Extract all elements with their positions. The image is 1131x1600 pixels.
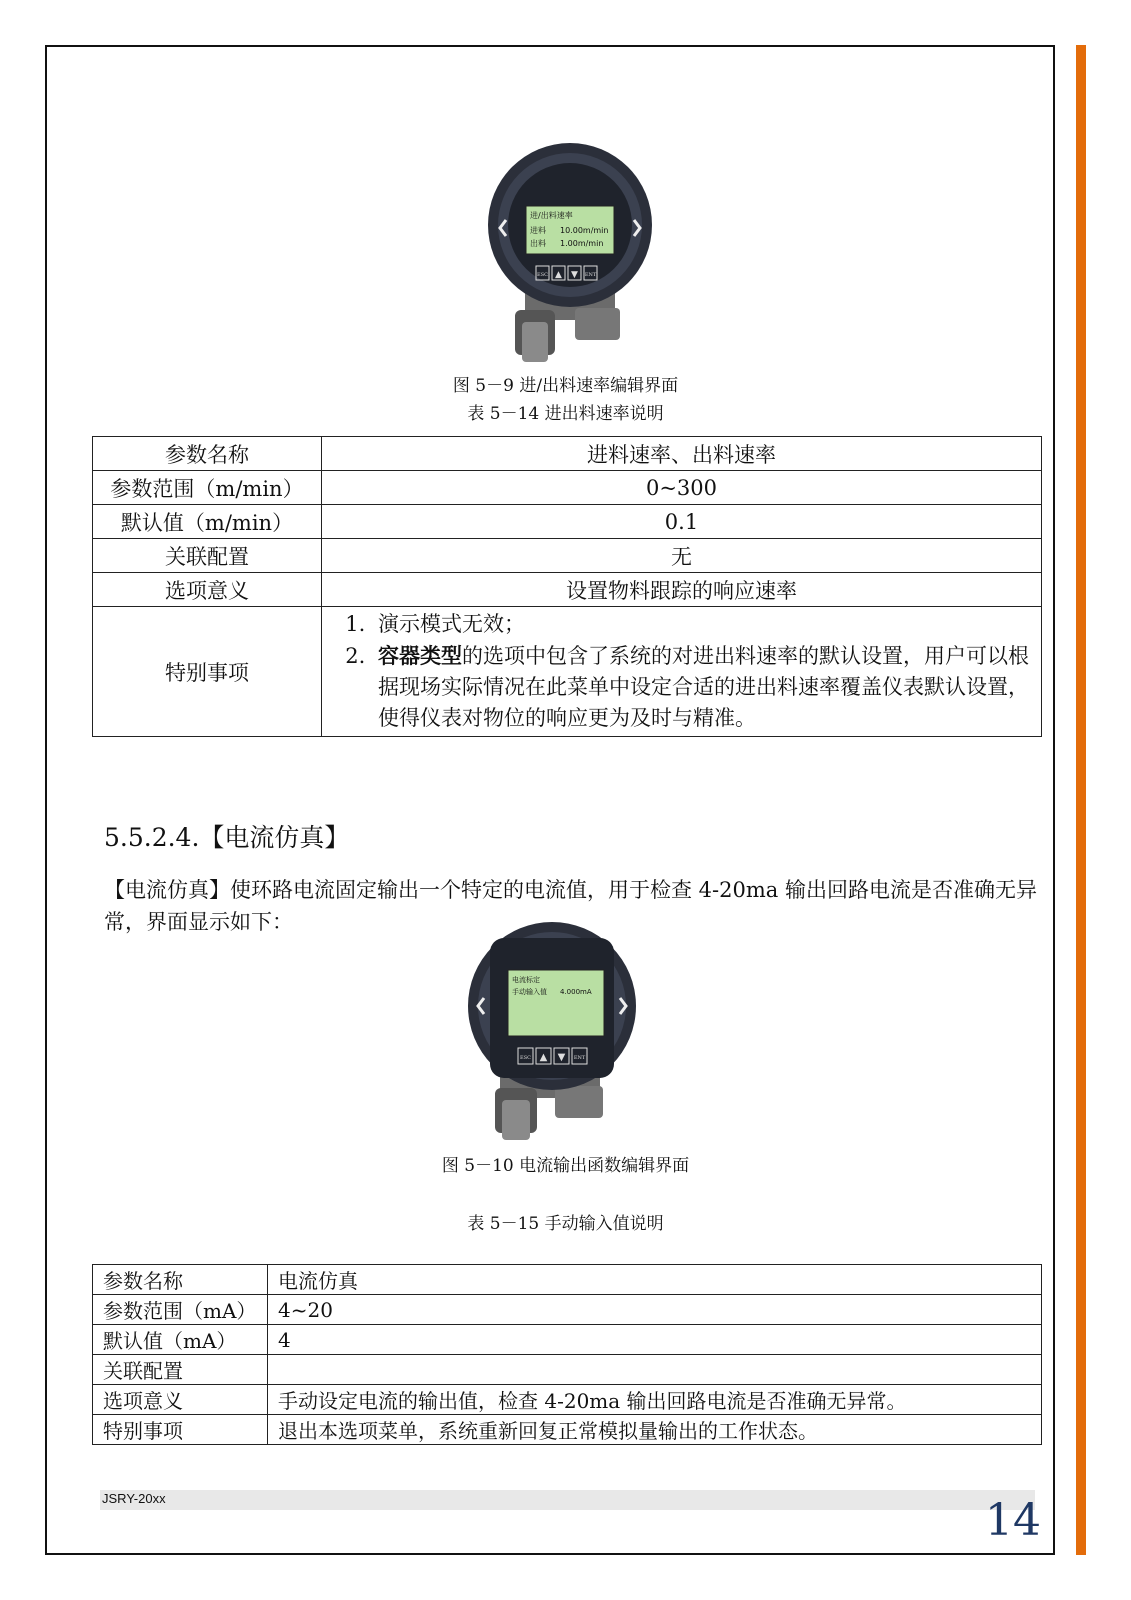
table-cell-value: 0.1	[322, 505, 1042, 539]
table-row	[93, 1355, 1042, 1385]
note-item	[372, 640, 1033, 734]
note2-text: 的选项中包含了系统的对进出料速率的默认设置，用户可以根据现场实际情况在此菜单中设定合适的进出料速率覆盖仪表默认设置，使得仪表对物位的响应更为及时与精准。	[378, 644, 1029, 730]
up-button-label: ▲	[555, 270, 562, 280]
ent-button-label: ENT	[584, 272, 597, 278]
lcd-row1-value: 10.00m/min	[560, 226, 609, 235]
table-row	[93, 1415, 1042, 1445]
note1-text: 演示模式无效；	[378, 612, 525, 636]
note-item	[372, 609, 1033, 640]
accent-bar	[1076, 45, 1086, 1555]
table-row	[93, 1265, 1042, 1295]
table-cell-key: 默认值（m/min）	[93, 505, 322, 539]
table-cell-key: 选项意义	[93, 573, 322, 607]
section-heading: 5.5.2.4.【电流仿真】	[104, 823, 350, 852]
lcd-row1-label: 手动输入值	[512, 988, 547, 996]
table-cell-key: 参数范围（mA）	[93, 1295, 268, 1325]
table-cell-key: 参数名称	[93, 1265, 268, 1295]
table-row	[93, 1325, 1042, 1355]
esc-button-label: ESC	[537, 272, 548, 278]
table2-caption: 表 5－15 手动输入值说明	[467, 1214, 664, 1234]
device-image-current-sim	[460, 918, 645, 1143]
lcd-row2-label: 出料	[530, 239, 546, 248]
table-row	[93, 573, 1042, 607]
table-cell-value: 电流仿真	[268, 1265, 1042, 1295]
table-cell-value: 0~300	[322, 471, 1042, 505]
table-row	[93, 539, 1042, 573]
lcd-title: 电流标定	[512, 976, 540, 984]
table-cell-value: 4	[268, 1325, 1042, 1355]
device-image-feed-rate	[480, 140, 660, 365]
esc-button-label: ESC	[520, 1055, 531, 1061]
table-cell-key: 参数名称	[93, 437, 322, 471]
figure1-caption: 图 5－9 进/出料速率编辑界面	[452, 376, 679, 396]
table-row	[93, 1295, 1042, 1325]
note2-bold-text: 容器类型	[378, 643, 462, 668]
table-cell-value: 设置物料跟踪的响应速率	[322, 573, 1042, 607]
table-cell-key: 参数范围（m/min）	[93, 471, 322, 505]
table-cell-value: 4~20	[268, 1295, 1042, 1325]
table-cell-value	[268, 1355, 1042, 1385]
down-button-label: ▼	[557, 1052, 566, 1063]
page-number: 14	[985, 1495, 1041, 1546]
table-cell-value: 进料速率、出料速率	[322, 437, 1042, 471]
table-cell-value: 无	[322, 539, 1042, 573]
section-paragraph: 【电流仿真】使环路电流固定输出一个特定的电流值，用于检查 4-20ma 输出回路电流是否准确无异常，界面显示如下：	[104, 878, 1037, 934]
table-row	[93, 607, 1042, 737]
table-row	[93, 505, 1042, 539]
notes-cell	[322, 607, 1042, 737]
ent-button-label: ENT	[573, 1055, 586, 1061]
down-button-label: ▼	[571, 270, 578, 280]
lcd-row1-label: 进料	[530, 226, 546, 235]
current-sim-table	[92, 1264, 1042, 1445]
table-cell-key: 关联配置	[93, 539, 322, 573]
figure2-caption: 图 5－10 电流输出函数编辑界面	[441, 1156, 690, 1176]
table-cell-value: 手动设定电流的输出值，检查 4-20ma 输出回路电流是否准确无异常。	[268, 1385, 1042, 1415]
feed-rate-table	[92, 436, 1042, 737]
footer-doc-code: JSRY-20xx	[102, 1491, 166, 1506]
table-cell-key: 选项意义	[93, 1385, 268, 1415]
table-cell-value: 退出本选项菜单，系统重新回复正常模拟量输出的工作状态。	[268, 1415, 1042, 1445]
table1-caption: 表 5－14 进出料速率说明	[467, 404, 664, 424]
lcd-row2-value: 1.00m/min	[560, 239, 604, 248]
table-row	[93, 1385, 1042, 1415]
lcd-title: 进/出料速率	[530, 211, 573, 220]
table-row	[93, 471, 1042, 505]
up-button-label: ▲	[539, 1052, 548, 1063]
table-cell-key: 默认值（mA）	[93, 1325, 268, 1355]
lcd-row1-value: 4.000mA	[560, 988, 592, 996]
table-cell-key: 特别事项	[93, 1415, 268, 1445]
table-cell-key: 特别事项	[93, 607, 322, 737]
footer-bar	[100, 1490, 1035, 1510]
table-row	[93, 437, 1042, 471]
table-cell-key: 关联配置	[93, 1355, 268, 1385]
